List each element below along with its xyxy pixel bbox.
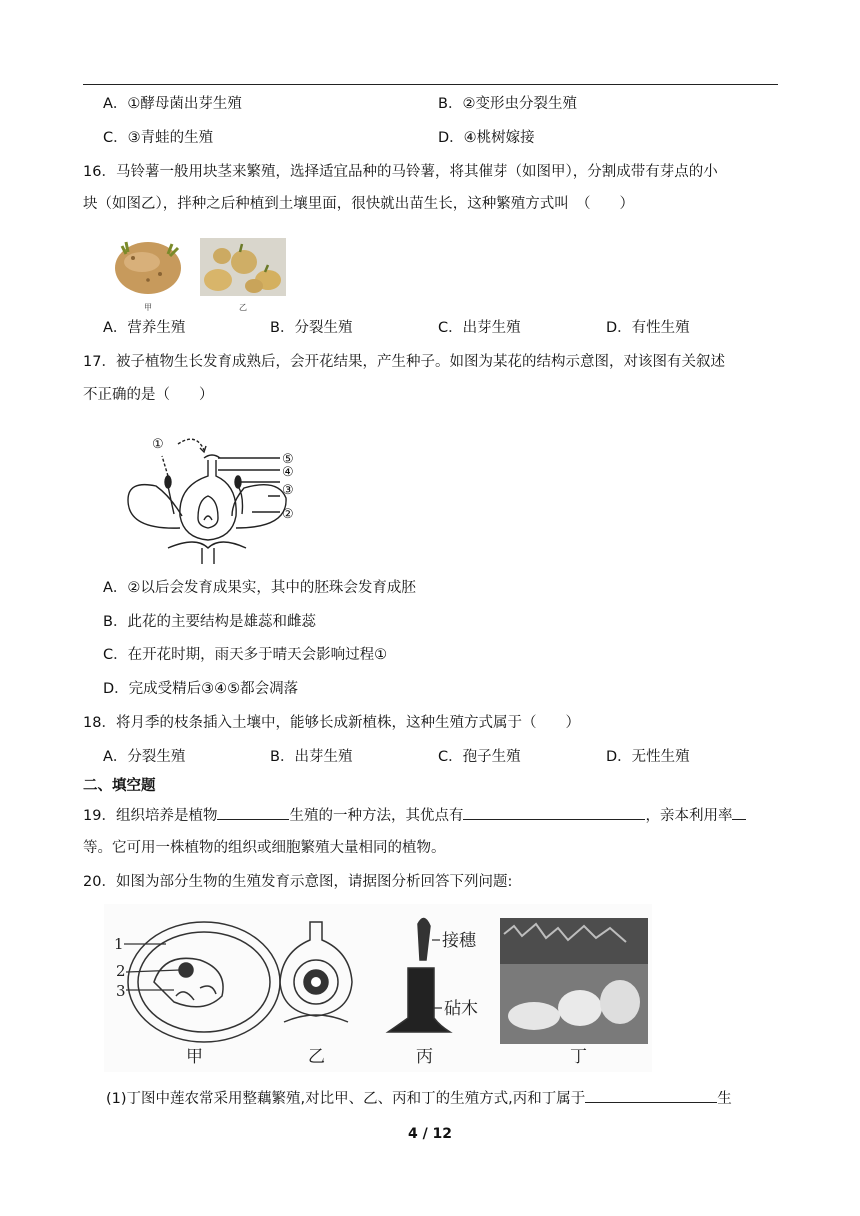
q17-stem-line2: 不正确的是（ ）: [83, 387, 214, 403]
q20-stem: 20．如图为部分生物的生殖发育示意图，请据图分析回答下列问题:: [83, 874, 513, 890]
q15-option-d[interactable]: D．④桃树嫁接: [438, 130, 535, 146]
lotus-root: [508, 1002, 560, 1030]
q19-line2: 等。它可用一株植物的组织或细胞繁殖大量相同的植物。: [83, 840, 446, 856]
page-number: 4 / 12: [407, 1126, 453, 1142]
q16-stem-line2: 块（如图乙），拌种之后种植到土壤里面，很快就出苗生长，这种繁殖方式叫 （ ）: [83, 196, 634, 212]
stamen-filament: [168, 486, 174, 514]
q18-option-d[interactable]: D．无性生殖: [606, 749, 690, 765]
q16-stem-line1: 16．马铃薯一般用块茎来繁殖，选择适宜品种的马铃薯，将其催芽（如图甲），分割成带有芽点的小: [83, 164, 718, 180]
flower-structure-diagram: [118, 436, 308, 566]
label-1: 1: [114, 935, 124, 953]
section-title: 二、填空题: [83, 778, 156, 794]
ovule: [204, 516, 212, 520]
q15-option-a[interactable]: A．①酵母菌出芽生殖: [103, 96, 242, 112]
q20-sub1: (1)丁图中莲农常采用整藕繁殖,对比甲、乙、丙和丁的生殖方式,丙和丁属于 生: [106, 1087, 732, 1109]
photo-label-jia: 甲: [144, 303, 152, 312]
reproduction-diagram: [104, 904, 652, 1072]
marker-1: ①: [152, 437, 164, 452]
marker-3: ③: [282, 483, 294, 498]
q17-option-a[interactable]: A．②以后会发育成果实，其中的胚珠会发育成胚: [103, 580, 416, 596]
potato-photos: [108, 236, 288, 314]
label-2: 2: [116, 962, 126, 980]
caption-yi: 乙: [308, 1047, 325, 1067]
anther: [165, 476, 171, 488]
caption-ding: 丁: [570, 1047, 587, 1067]
rootstock-label: 砧木: [444, 999, 478, 1019]
photo-label-yi: 乙: [239, 303, 247, 312]
q17-option-c[interactable]: C．在开花时期，雨天多于晴天会影响过程①: [103, 647, 388, 663]
marker-2: ②: [282, 507, 294, 522]
q15-option-c[interactable]: C．③青蛙的生殖: [103, 130, 214, 146]
q18-stem: 18．将月季的枝条插入土壤中，能够长成新植株，这种生殖方式属于（ ）: [83, 715, 580, 731]
marker-4: ④: [282, 465, 294, 480]
header-rule: [83, 84, 778, 85]
q19-blank-2[interactable]: [463, 804, 645, 820]
q18-option-b[interactable]: B．出芽生殖: [270, 749, 353, 765]
q19-blank-3[interactable]: [732, 804, 746, 820]
q15-option-b[interactable]: B．②变形虫分裂生殖: [438, 96, 577, 112]
q16-option-c[interactable]: C．出芽生殖: [438, 320, 521, 336]
ovary: [198, 496, 218, 528]
scion-label: 接穗: [442, 931, 476, 951]
petal: [128, 485, 182, 529]
label-3: 3: [116, 982, 126, 1000]
q19-blank-1[interactable]: [217, 804, 289, 820]
q18-option-c[interactable]: C．孢子生殖: [438, 749, 521, 765]
q19-line1: 19．组织培养是植物 生殖的一种方法，其优点有 ，亲本利用率: [83, 804, 746, 826]
q17-option-b[interactable]: B．此花的主要结构是雄蕊和雌蕊: [103, 614, 316, 630]
q16-option-b[interactable]: B．分裂生殖: [270, 320, 353, 336]
q16-option-d[interactable]: D．有性生殖: [606, 320, 690, 336]
q18-option-a[interactable]: A．分裂生殖: [103, 749, 186, 765]
q17-option-d[interactable]: D．完成受精后③④⑤都会凋落: [103, 681, 299, 697]
q17-stem-line1: 17．被子植物生长发育成熟后，会开花结果，产生种子。如图为某花的结构示意图，对该图有关叙述: [83, 354, 725, 370]
q16-option-a[interactable]: A．营养生殖: [103, 320, 186, 336]
marker-5: ⑤: [282, 452, 294, 467]
potato-piece: [204, 269, 232, 291]
q20-blank-1[interactable]: [585, 1087, 717, 1103]
caption-jia: 甲: [186, 1047, 203, 1067]
caption-bing: 丙: [416, 1047, 433, 1067]
